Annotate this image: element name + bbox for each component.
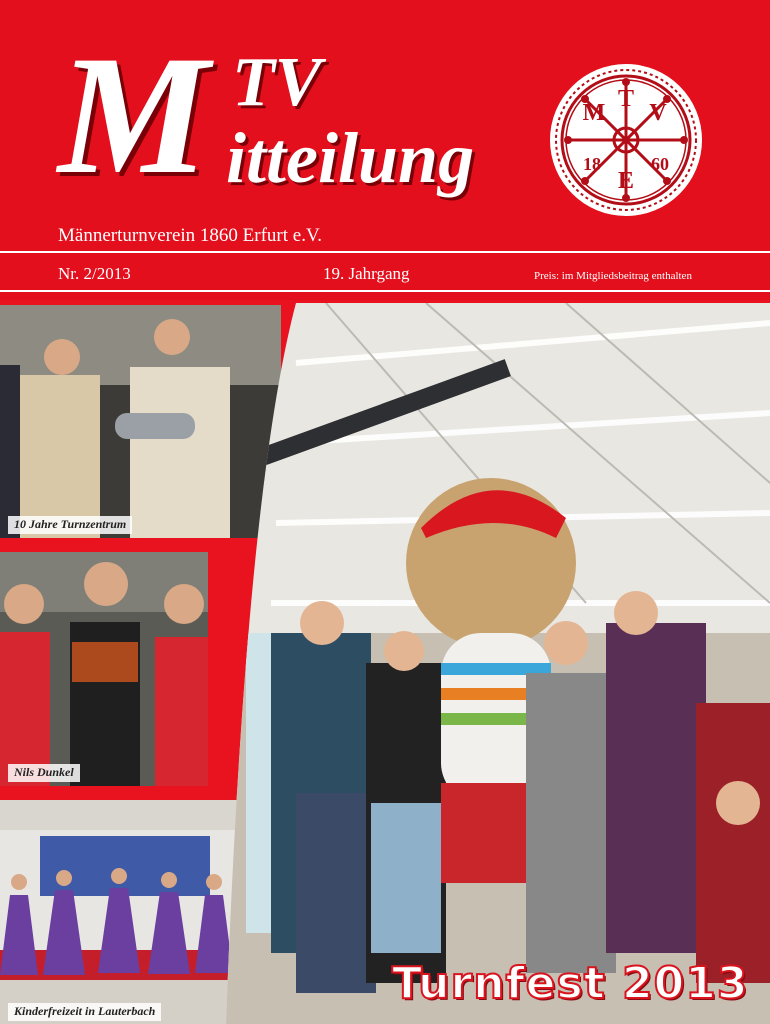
caption-turnzentrum: 10 Jahre Turnzentrum [8,516,132,534]
logo-letter-v: V [649,100,667,126]
masthead-title: itteilung [226,118,475,198]
club-logo [548,62,704,218]
logo-letter-e: E [617,168,635,194]
club-name: Männerturnverein 1860 Erfurt e.V. [58,225,322,246]
headline-turnfest: Turnfest 2013 [392,958,749,1009]
divider-bottom [0,290,770,292]
issue-price: Preis: im Mitgliedsbeitrag enthalten [534,270,692,282]
issue-number: Nr. 2/2013 [58,264,131,283]
photo-nils-dunkel [0,552,208,786]
logo-letter-m: M [582,100,606,126]
divider-top [0,251,770,253]
caption-nils-dunkel: Nils Dunkel [8,764,80,782]
masthead-tv: TV [232,44,322,121]
logo-letter-t: T [617,86,635,112]
issue-volume: 19. Jahrgang [323,264,410,283]
logo-year-right: 60 [651,154,669,174]
masthead-initial: M [58,21,210,209]
photo-kinderfreizeit [0,800,247,1024]
caption-kinderfreizeit: Kinderfreizeit in Lauterbach [8,1003,161,1021]
logo-year-left: 18 [583,154,601,174]
cover-header [0,0,770,300]
main-photo-turnfest [226,303,770,1024]
